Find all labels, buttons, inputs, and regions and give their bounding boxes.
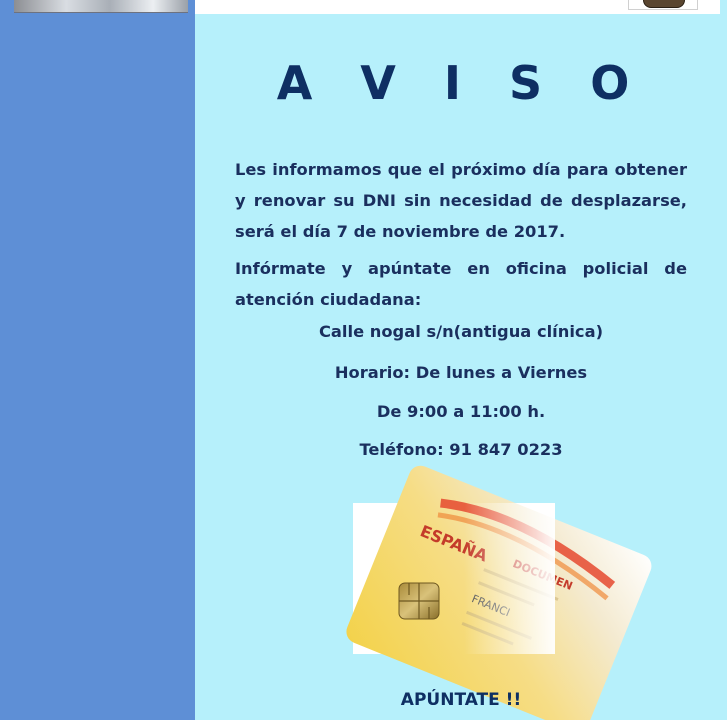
top-banner xyxy=(195,0,720,14)
notice-paragraph-register: Infórmate y apúntate en oficina policial de atención ciudadana: xyxy=(235,259,687,309)
notice-title: A V I S O xyxy=(276,56,646,110)
office-address: Calle nogal s/n(antigua clínica) xyxy=(318,322,604,341)
notice-panel xyxy=(195,14,720,720)
police-crest-icon xyxy=(628,0,698,10)
office-hours: De 9:00 a 11:00 h. xyxy=(376,402,546,421)
header-photo xyxy=(14,0,188,13)
office-schedule: Horario: De lunes a Viernes xyxy=(334,363,588,382)
office-phone: Teléfono: 91 847 0223 xyxy=(359,440,563,459)
notice-paragraph-date: Les informamos que el próximo día para obtener y renovar su DNI sin necesidad de desplazarse, será el día 7 de noviembre de 2017. xyxy=(235,160,687,241)
left-sidebar xyxy=(0,0,195,720)
signup-call-to-action: APÚNTATE !! xyxy=(400,690,522,710)
dni-card-image xyxy=(353,503,555,654)
